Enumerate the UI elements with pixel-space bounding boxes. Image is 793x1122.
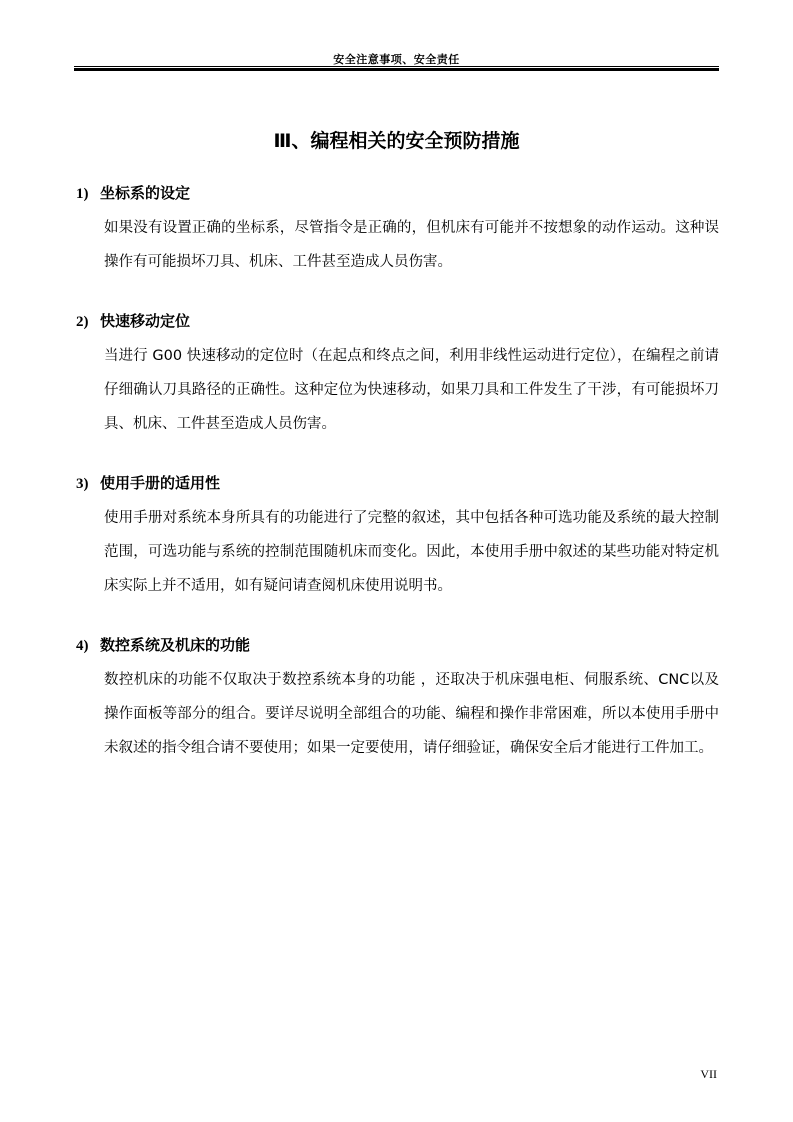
section-heading [76,635,721,655]
running-header: 安全注意事项、安全责任 [333,53,460,66]
page-title: Ⅲ、编程相关的安全预防措施 [273,130,520,152]
section-heading-text: 坐标系的设定 [100,184,191,202]
section-coordinate-system [76,183,721,279]
section-number: 4) [76,638,89,654]
section-body: 如果没有设置正确的坐标系，尽管指令是正确的，但机床有可能并不按想象的动作运动。这种误操作有可能损坏刀具、机床、工件甚至造成人员伤害。 [104,220,719,270]
section-body: 当进行 G00 快速移动的定位时（在起点和终点之间，利用非线性运动进行定位），在编程之前请仔细确认刀具路径的正确性。这种定位为快速移动，如果刀具和工件发生了干涉，有可能损坏刀具、机床、工件甚至造成人员伤害。 [104,348,719,432]
section-heading-text: 使用手册的适用性 [100,474,221,492]
section-rapid-positioning [76,311,721,441]
header-rule-thin [74,66,719,67]
section-heading-text: 数控系统及机床的功能 [100,636,251,654]
section-heading [76,183,721,203]
section-body: 数控机床的功能不仅取决于数控系统本身的功能 ，还取决于机床强电柜、伺服系统、CNC以及操作面板等部分的组合。要详尽说明全部组合的功能、编程和操作非常困难，所以本使用手册中未叙述的指令组合请不要使用；如果一定要使用，请仔细验证，确保安全后才能进行工件加工。 [104,672,719,756]
section-number: 3) [76,476,89,492]
section-system-machine-functions [76,635,721,765]
page-number: VII [700,1067,717,1081]
section-body: 使用手册对系统本身所具有的功能进行了完整的叙述，其中包括各种可选功能及系统的最大控制范围，可选功能与系统的控制范围随机床而变化。因此，本使用手册中叙述的某些功能对特定机床实际上并不适用，如有疑问请查阅机床使用说明书。 [104,510,719,594]
section-manual-applicability [76,473,721,603]
section-heading-text: 快速移动定位 [100,312,191,330]
header-rule-thick [74,68,719,71]
section-number: 2) [76,314,89,330]
section-heading [76,311,721,331]
section-number: 1) [76,186,89,202]
section-heading [76,473,721,493]
